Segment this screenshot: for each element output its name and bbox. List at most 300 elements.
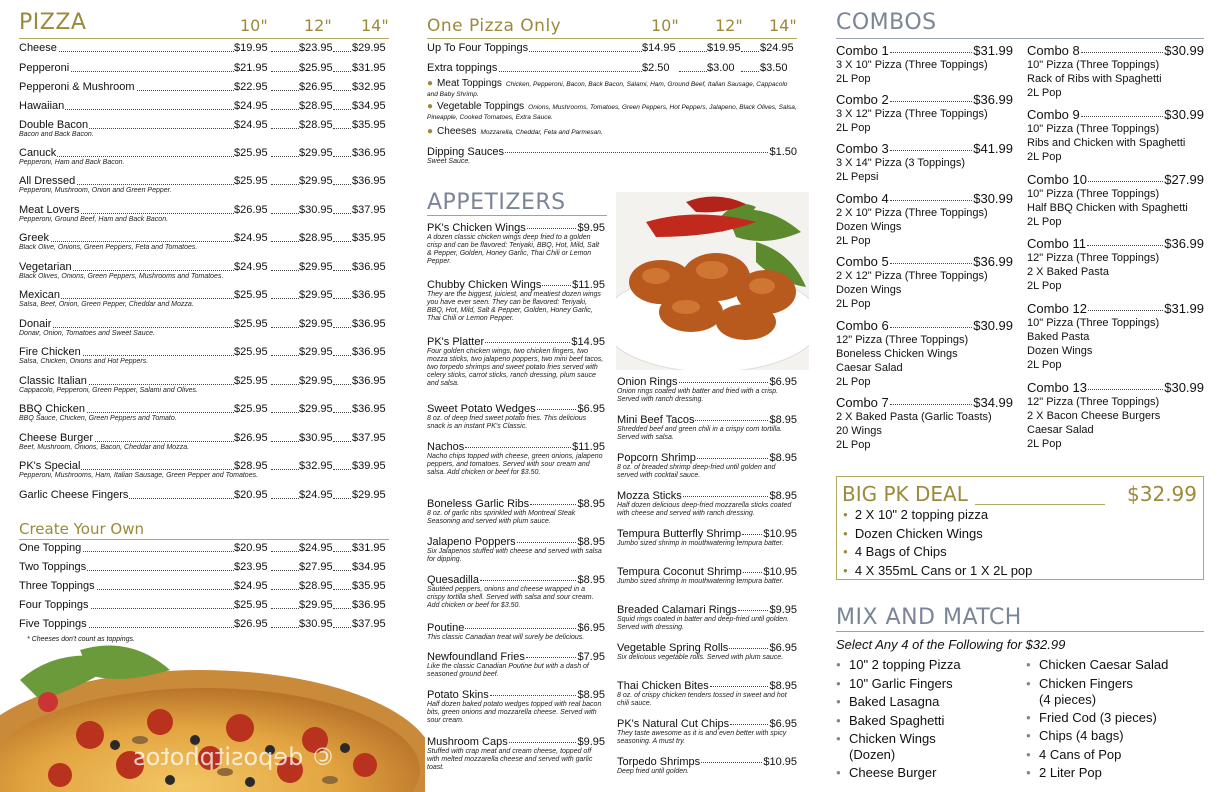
pizza-item-leader: [333, 327, 353, 328]
create-item-row: [19, 580, 389, 594]
pizza-item-row: [19, 460, 389, 479]
pizza-item-leader: [333, 109, 353, 110]
create-item-row: [19, 561, 389, 575]
pizza-item-price-10: $24.95: [234, 232, 268, 244]
combo-detail: 2L Pop: [1027, 87, 1062, 99]
pizza-item-price-14: $31.95: [352, 62, 386, 74]
pizza-photo: [0, 640, 425, 792]
combo-title-line: [836, 191, 1013, 206]
pizza-item-row: [19, 175, 389, 194]
combo-detail: Caesar Salad: [836, 362, 903, 374]
appetizer-price: $8.95: [577, 689, 605, 701]
pizza-item-row: [19, 289, 389, 308]
pizza-item-leader: [271, 109, 299, 110]
pizza-item-leader: [271, 90, 299, 91]
appetizer-line: [427, 336, 605, 348]
mix-item: [1026, 657, 1168, 673]
combo-detail: Boneless Chicken Wings: [836, 348, 958, 360]
combo-detail: 2L Pop: [1027, 216, 1062, 228]
appetizer-name: Mushroom Caps: [427, 736, 508, 748]
mix-item: [836, 713, 944, 729]
pizza-item-price-12: $25.95: [299, 62, 333, 74]
pizza-item-price-10: $22.95: [234, 81, 268, 93]
appetizer-price: $8.95: [577, 498, 605, 510]
mix-item-label: 10" Garlic Fingers: [849, 675, 953, 691]
topping-bullet-desc: Onions, Mushrooms, Tomatoes, Green Peppers, Hot Peppers, Jalapeno, Black Olives, Salsa, Pineapple, Cooked Tomatoes, Extra Sauce.: [427, 104, 797, 121]
appetizer-row: [427, 498, 605, 526]
pizza-item-desc: Salsa, Beef, Onion, Green Pepper, Cheddar and Mozza.: [19, 301, 194, 308]
appetizer-line: [427, 222, 605, 234]
create-item-name: Five Toppings: [19, 618, 87, 630]
pizza-item-price-14: $36.95: [352, 375, 386, 387]
create-item-row: [19, 599, 389, 613]
size-14-header: 14": [361, 16, 389, 35]
pizza-item-row: [19, 119, 389, 138]
appetizer-row: [617, 414, 797, 442]
appetizer-name: Poutine: [427, 622, 465, 634]
pizza-item-price-14: $35.95: [352, 119, 386, 131]
pizza-item-desc: Pepperoni, Ground Beef, Ham and Back Bacon.: [19, 216, 169, 223]
combo-leader: [890, 404, 972, 405]
create-item-leader: [271, 627, 299, 628]
appetizer-line: [427, 622, 605, 634]
appetizer-line: [427, 651, 605, 663]
create-item-price-12: $27.95: [299, 561, 333, 573]
pizza-item-leader: [39, 51, 234, 52]
pizza-item-desc: Cappacolo, Pepperoni, Green Pepper, Salami and Olives.: [19, 387, 198, 394]
appetizer-line: [617, 528, 797, 540]
mix-item-label: Chicken Fingers (4 pieces): [1039, 675, 1133, 707]
appetizer-row: [617, 452, 797, 480]
appetizer-name: Tempura Coconut Shrimp: [617, 566, 742, 578]
combo-name: Combo 11: [1027, 236, 1087, 251]
appetizer-desc: 8 oz. of breaded shrimp deep-fried until golden and served with cocktail sauce.: [617, 464, 776, 479]
pizza-item-desc: Black Olive, Onions, Green Peppers, Feta and Tomatoes.: [19, 244, 198, 251]
combo-detail: Baked Pasta: [1027, 331, 1090, 343]
pizza-item-price-10: $21.95: [234, 62, 268, 74]
combo-detail: 2 X Baked Pasta: [1027, 266, 1109, 278]
size-10-header: 10": [240, 16, 268, 35]
mix-item: [836, 765, 936, 781]
appetizer-desc: 8 oz. of crispy chicken tenders tossed in sweet and hot chili sauce.: [617, 692, 787, 707]
combo-leader: [1088, 389, 1163, 390]
pizza-item-price-14: $36.95: [352, 346, 386, 358]
appetizer-leader: [743, 572, 763, 573]
pizza-item-leader: [333, 412, 353, 413]
pizza-item-leader: [271, 128, 299, 129]
toppings-note: * Cheeses don't count as toppings.: [27, 636, 135, 643]
create-item-price-10: $24.95: [234, 580, 268, 592]
dipping-sauces-desc: Sweet Sauce.: [427, 158, 471, 165]
appetizer-price: $9.95: [577, 736, 605, 748]
mix-item: [836, 657, 961, 673]
big-pk-deal-item: [843, 526, 983, 541]
one-pizza-item-price-10: $14.95: [642, 42, 676, 54]
appetizer-price: $10.95: [763, 528, 797, 540]
combo-item: [836, 141, 1013, 184]
create-item-price-12: $30.95: [299, 618, 333, 630]
combo-item: [1027, 172, 1204, 229]
create-your-own-title: Create Your Own: [19, 520, 144, 538]
combo-leader: [1088, 181, 1163, 182]
pizza-item-leader: [271, 184, 299, 185]
appetizer-name: Thai Chicken Bites: [617, 680, 709, 692]
mix-item-label: 10" 2 topping Pizza: [849, 657, 961, 672]
combo-detail: 2L Pepsi: [836, 171, 879, 183]
pizza-item-price-10: $25.95: [234, 289, 268, 301]
one-size-14-header: 14": [769, 16, 797, 35]
combo-title-line: [836, 395, 1013, 410]
mix-item: [1026, 747, 1121, 763]
appetizer-line: [427, 441, 605, 453]
combo-title-line: [1027, 43, 1204, 58]
pizza-item-desc: Donair, Onion, Tomatoes and Sweet Sauce.: [19, 330, 155, 337]
combo-name: Combo 2: [836, 92, 889, 107]
pizza-item-leader: [333, 213, 353, 214]
appetizer-row: [427, 441, 605, 477]
combo-title-line: [1027, 301, 1204, 316]
create-item-name: Four Toppings: [19, 599, 89, 611]
pizza-item-leader: [333, 71, 353, 72]
combo-leader: [1081, 52, 1163, 53]
appetizer-leader: [490, 695, 577, 696]
pizza-rule: [19, 38, 389, 39]
pizza-item-price-12: $23.95: [299, 42, 333, 54]
pizza-item-name: Canuck: [19, 147, 57, 159]
combo-detail: Caesar Salad: [1027, 424, 1094, 436]
big-pk-deal-rule: [975, 504, 1105, 505]
combo-title-line: [836, 318, 1013, 333]
appetizer-name: Vegetable Spring Rolls: [617, 642, 729, 654]
pizza-item-price-10: $25.95: [234, 147, 268, 159]
combo-item: [836, 191, 1013, 248]
combo-detail: 2L Pop: [836, 439, 871, 451]
create-item-price-12: $29.95: [299, 599, 333, 611]
pizza-item-desc: Black Olives, Onions, Green Peppers, Mushrooms and Tomatoes.: [19, 273, 224, 280]
appetizer-line: [427, 574, 605, 586]
combo-leader: [890, 101, 972, 102]
create-item-name: Three Toppings: [19, 580, 95, 592]
appetizer-name: Potato Skins: [427, 689, 489, 701]
appetizer-row: [617, 376, 797, 404]
bullet-icon: ●: [836, 715, 841, 725]
combo-title-line: [836, 92, 1013, 107]
pizza-item-leader: [271, 156, 299, 157]
appetizer-row: [617, 566, 797, 586]
appetizer-price: $10.95: [763, 566, 797, 578]
one-pizza-item-leader: [741, 71, 761, 72]
pizza-item-price-10: $25.95: [234, 318, 268, 330]
pizza-item-name: Pepperoni: [19, 62, 70, 74]
pizza-item-leader: [39, 156, 234, 157]
big-pk-deal-item: [843, 563, 1032, 578]
create-item-price-14: $31.95: [352, 542, 386, 554]
appetizer-name: Chubby Chicken Wings: [427, 279, 542, 291]
appetizer-desc: Deep fried until golden.: [617, 768, 689, 775]
combo-title-line: [836, 141, 1013, 156]
appetizer-leader: [679, 382, 769, 383]
pizza-item-price-12: $30.95: [299, 432, 333, 444]
mix-item-label: Baked Spaghetti: [849, 712, 945, 728]
appetizer-price: $9.95: [769, 604, 797, 616]
appetizer-leader: [729, 648, 768, 649]
pizza-item-price-10: $24.95: [234, 261, 268, 273]
combo-price: $36.99: [973, 254, 1013, 269]
combo-item: [836, 43, 1013, 86]
pizza-item-price-12: $30.95: [299, 204, 333, 216]
pizza-item-price-12: $29.95: [299, 318, 333, 330]
combo-price: $36.99: [973, 92, 1013, 107]
pizza-item-price-10: $19.95: [234, 42, 268, 54]
topping-bullet-desc: Chicken, Pepperoni, Bacon, Back Bacon, Salami, Ham, Ground Beef, Italian Sausage, Cappacolo and Baby Shrimp.: [427, 81, 788, 98]
appetizer-row: [617, 718, 797, 746]
appetizer-row: [617, 680, 797, 708]
create-item-name: One Topping: [19, 542, 82, 554]
appetizer-leader: [742, 534, 762, 535]
combo-detail: Rack of Ribs with Spaghetti: [1027, 73, 1162, 85]
combo-detail: Ribs and Chicken with Spaghetti: [1027, 137, 1186, 149]
appetizer-row: [427, 222, 605, 266]
appetizer-row: [427, 574, 605, 610]
appetizer-price: $7.95: [577, 651, 605, 663]
combo-name: Combo 3: [836, 141, 889, 156]
bullet-icon: ●: [427, 101, 434, 112]
combo-leader: [890, 263, 972, 264]
combo-detail: 2L Pop: [836, 122, 871, 134]
appetizer-price: $9.95: [577, 222, 605, 234]
combo-name: Combo 12: [1027, 301, 1087, 316]
appetizer-desc: Shredded beef and green chili in a crispy corn tortilla. Served with salsa.: [617, 426, 782, 441]
one-pizza-item-leader: [679, 51, 707, 52]
combo-detail: 12" Pizza (Three Toppings): [1027, 396, 1160, 408]
pizza-item-price-12: $24.95: [299, 489, 333, 501]
pizza-item-leader: [333, 355, 353, 356]
appetizer-price: $8.95: [769, 680, 797, 692]
combo-detail: Dozen Wings: [836, 284, 902, 296]
combo-title-line: [836, 254, 1013, 269]
pizza-item-name: Meat Lovers: [19, 204, 80, 216]
pizza-item-price-14: $36.95: [352, 261, 386, 273]
combo-name: Combo 8: [1027, 43, 1080, 58]
appetizer-name: PK's Natural Cut Chips: [617, 718, 730, 730]
big-pk-deal-price: $32.99: [1127, 482, 1197, 506]
appetizer-leader: [527, 228, 577, 229]
combo-detail: 10" Pizza (Three Toppings): [1027, 317, 1160, 329]
appetizer-desc: Stuffed with crap meat and cream cheese, topped off with melted mozzarella cheese and served with garlic toast.: [427, 748, 593, 771]
pizza-item-price-12: $29.95: [299, 289, 333, 301]
pizza-item-leader: [333, 298, 353, 299]
appetizer-desc: Half dozen delicious deep-fried mozzarella sticks coated with cheese and served with ranch dressing.: [617, 502, 792, 517]
combo-price: $30.99: [1164, 380, 1204, 395]
appetizer-price: $6.95: [769, 376, 797, 388]
bullet-icon: ●: [836, 697, 841, 706]
pizza-item-leader: [333, 270, 353, 271]
combo-item: [1027, 43, 1204, 100]
appetizer-desc: Jumbo sized shrimp in mouthwatering tempura batter.: [617, 540, 784, 547]
pizza-item-price-14: $36.95: [352, 318, 386, 330]
appetizer-name: Popcorn Shrimp: [617, 452, 696, 464]
combo-title-line: [1027, 380, 1204, 395]
appetizer-name: Jalapeno Poppers: [427, 536, 516, 548]
pizza-item-leader: [39, 109, 234, 110]
combo-item: [836, 395, 1013, 452]
appetizer-price: $11.95: [572, 441, 605, 453]
pizza-item-desc: Pepperoni, Ham and Back Bacon.: [19, 159, 125, 166]
appetizer-desc: They are the biggest, juiciest, and meatiest dozen wings you have ever seen. They can be flavored: Teriyaki, BBQ, Hot, Mild, Salt & Pepper, Golden, Honey Garlic, Thai Chili or Lemon Pepper.: [427, 291, 601, 322]
combo-item: [836, 318, 1013, 389]
appetizer-desc: Onion rings coated with batter and fried with a crisp. Served with ranch dressing.: [617, 388, 779, 403]
combo-name: Combo 7: [836, 395, 889, 410]
combo-price: $27.99: [1164, 172, 1204, 187]
appetizer-line: [617, 756, 797, 768]
create-item-price-10: $26.95: [234, 618, 268, 630]
create-item-name: Two Toppings: [19, 561, 87, 573]
mix-item-label: Chicken Wings (Dozen): [849, 731, 936, 762]
combo-price: $30.99: [1164, 107, 1204, 122]
combo-price: $30.99: [973, 191, 1013, 206]
pizza-item-leader: [333, 469, 353, 470]
appetizer-desc: Sautéed peppers, onions and cheese wrapped in a crispy tortilla shell. Served with salsa and sour cream. Add chicken or beef for $3.50.: [427, 586, 594, 609]
mix-rule: [836, 631, 1204, 632]
combo-name: Combo 9: [1027, 107, 1080, 122]
one-pizza-item-name: Up To Four Toppings: [427, 42, 529, 54]
create-item-price-14: $34.95: [352, 561, 386, 573]
appetizer-line: [617, 680, 797, 692]
appetizer-price: $6.95: [577, 403, 605, 415]
appetizer-desc: Nacho chips topped with cheese, green onions, jalapeno peppers, and tomatoes. Served with sour cream and salsa. Add chicken or beef for $3.50.: [427, 453, 603, 476]
appetizer-leader: [683, 496, 769, 497]
one-pizza-item-price-10: $2.50: [642, 62, 670, 74]
bullet-icon: ●: [1026, 731, 1031, 740]
pizza-item-price-10: $20.95: [234, 489, 268, 501]
pizza-item-name: Classic Italian: [19, 375, 87, 387]
pizza-item-price-14: $36.95: [352, 147, 386, 159]
appetizer-row: [427, 279, 605, 323]
mix-item: [836, 731, 936, 763]
pizza-item-row: [19, 346, 389, 365]
pizza-item-name: All Dressed: [19, 175, 76, 187]
mix-subtitle: Select Any 4 of the Following for $32.99: [836, 637, 1066, 652]
pizza-item-row: [19, 489, 389, 503]
create-rule: [19, 539, 389, 540]
big-pk-deal-item-label: Dozen Chicken Wings: [854, 525, 983, 541]
appetizer-price: $6.95: [769, 642, 797, 654]
pizza-item-leader: [271, 441, 299, 442]
appetizer-line: [427, 536, 605, 548]
pizza-item-price-14: $36.95: [352, 289, 386, 301]
pizza-item-leader: [271, 241, 299, 242]
big-pk-deal-item-label: 4 X 355mL Cans or 1 X 2L pop: [854, 562, 1033, 578]
one-pizza-item-price-14: $24.95: [760, 42, 794, 54]
create-item-leader: [271, 589, 299, 590]
mix-item-label: Baked Lasagna: [849, 694, 940, 709]
one-size-12-header: 12": [715, 16, 743, 35]
create-item-leader: [333, 608, 353, 609]
mix-item-label: Cheese Burger: [849, 765, 937, 780]
pizza-item-leader: [271, 51, 299, 52]
appetizer-name: Tempura Butterfly Shrimp: [617, 528, 742, 540]
combo-detail: 2L Pop: [1027, 359, 1062, 371]
combo-name: Combo 6: [836, 318, 889, 333]
combo-item: [1027, 107, 1204, 164]
appetizer-line: [617, 452, 797, 464]
pizza-item-row: [19, 62, 389, 76]
appetizer-desc: Six delicious vegetable rolls. Served with plum sauce.: [617, 654, 784, 661]
pizza-item-row: [19, 81, 389, 95]
pizza-item-price-14: $34.95: [352, 100, 386, 112]
topping-bullet: [427, 102, 797, 122]
pizza-item-price-10: $25.95: [234, 175, 268, 187]
create-item-price-12: $24.95: [299, 542, 333, 554]
combo-leader: [890, 150, 972, 151]
pizza-item-price-12: $32.95: [299, 460, 333, 472]
appetizer-desc: Jumbo sized shrimp in mouthwatering tempura batter.: [617, 578, 784, 585]
pizza-item-desc: Pepperoni, Mushroom, Onion and Green Pepper.: [19, 187, 172, 194]
combo-detail: 3 X 12" Pizza (Three Toppings): [836, 108, 988, 120]
pizza-item-price-12: $29.95: [299, 147, 333, 159]
bullet-icon: ●: [843, 565, 848, 575]
appetizer-line: [617, 566, 797, 578]
pizza-item-name: Donair: [19, 318, 52, 330]
combo-detail: 10" Pizza (Three Toppings): [1027, 123, 1160, 135]
pizza-item-price-12: $28.95: [299, 119, 333, 131]
appetizer-leader: [730, 724, 768, 725]
bullet-icon: ●: [836, 768, 841, 777]
pizza-item-name: Double Bacon: [19, 119, 89, 131]
create-item-row: [19, 542, 389, 556]
topping-bullet: [427, 79, 797, 99]
mix-item-label: Chips (4 bags): [1039, 728, 1124, 743]
appetizer-row: [427, 736, 605, 772]
pizza-item-desc: Salsa, Chicken, Onions and Hot Peppers.: [19, 358, 149, 365]
pizza-item-name: Mexican: [19, 289, 60, 301]
create-item-price-10: $20.95: [234, 542, 268, 554]
one-pizza-rule: [427, 38, 797, 39]
appetizer-leader: [710, 686, 769, 687]
appetizer-leader: [738, 610, 769, 611]
pizza-item-leader: [271, 384, 299, 385]
bullet-icon: ●: [843, 528, 848, 538]
appetizer-line: [617, 642, 797, 654]
combo-price: $31.99: [973, 43, 1013, 58]
create-item-price-10: $23.95: [234, 561, 268, 573]
pizza-item-price-10: $26.95: [234, 204, 268, 216]
combo-detail: 2L Pop: [836, 73, 871, 85]
appetizer-line: [617, 414, 797, 426]
pizza-item-leader: [333, 128, 353, 129]
pizza-item-leader: [271, 298, 299, 299]
appetizer-line: [427, 279, 605, 291]
bullet-icon: ●: [836, 678, 841, 688]
pizza-item-price-12: $28.95: [299, 232, 333, 244]
pizza-item-price-12: $29.95: [299, 375, 333, 387]
big-pk-deal-box: [836, 476, 1204, 580]
create-item-leader: [333, 551, 353, 552]
one-size-10-header: 10": [651, 16, 679, 35]
pizza-item-price-12: $29.95: [299, 403, 333, 415]
appetizer-row: [427, 536, 605, 564]
pizza-item-price-14: $36.95: [352, 403, 386, 415]
pizza-item-leader: [271, 71, 299, 72]
combos-title: COMBOS: [836, 10, 937, 35]
appetizers-rule: [427, 215, 607, 216]
pizza-item-name: BBQ Chicken: [19, 403, 86, 415]
one-pizza-item-price-12: $3.00: [707, 62, 735, 74]
pizza-item-leader: [271, 498, 299, 499]
pizza-item-leader: [333, 90, 353, 91]
pizza-item-price-14: $36.95: [352, 175, 386, 187]
appetizer-price: $10.95: [763, 756, 797, 768]
